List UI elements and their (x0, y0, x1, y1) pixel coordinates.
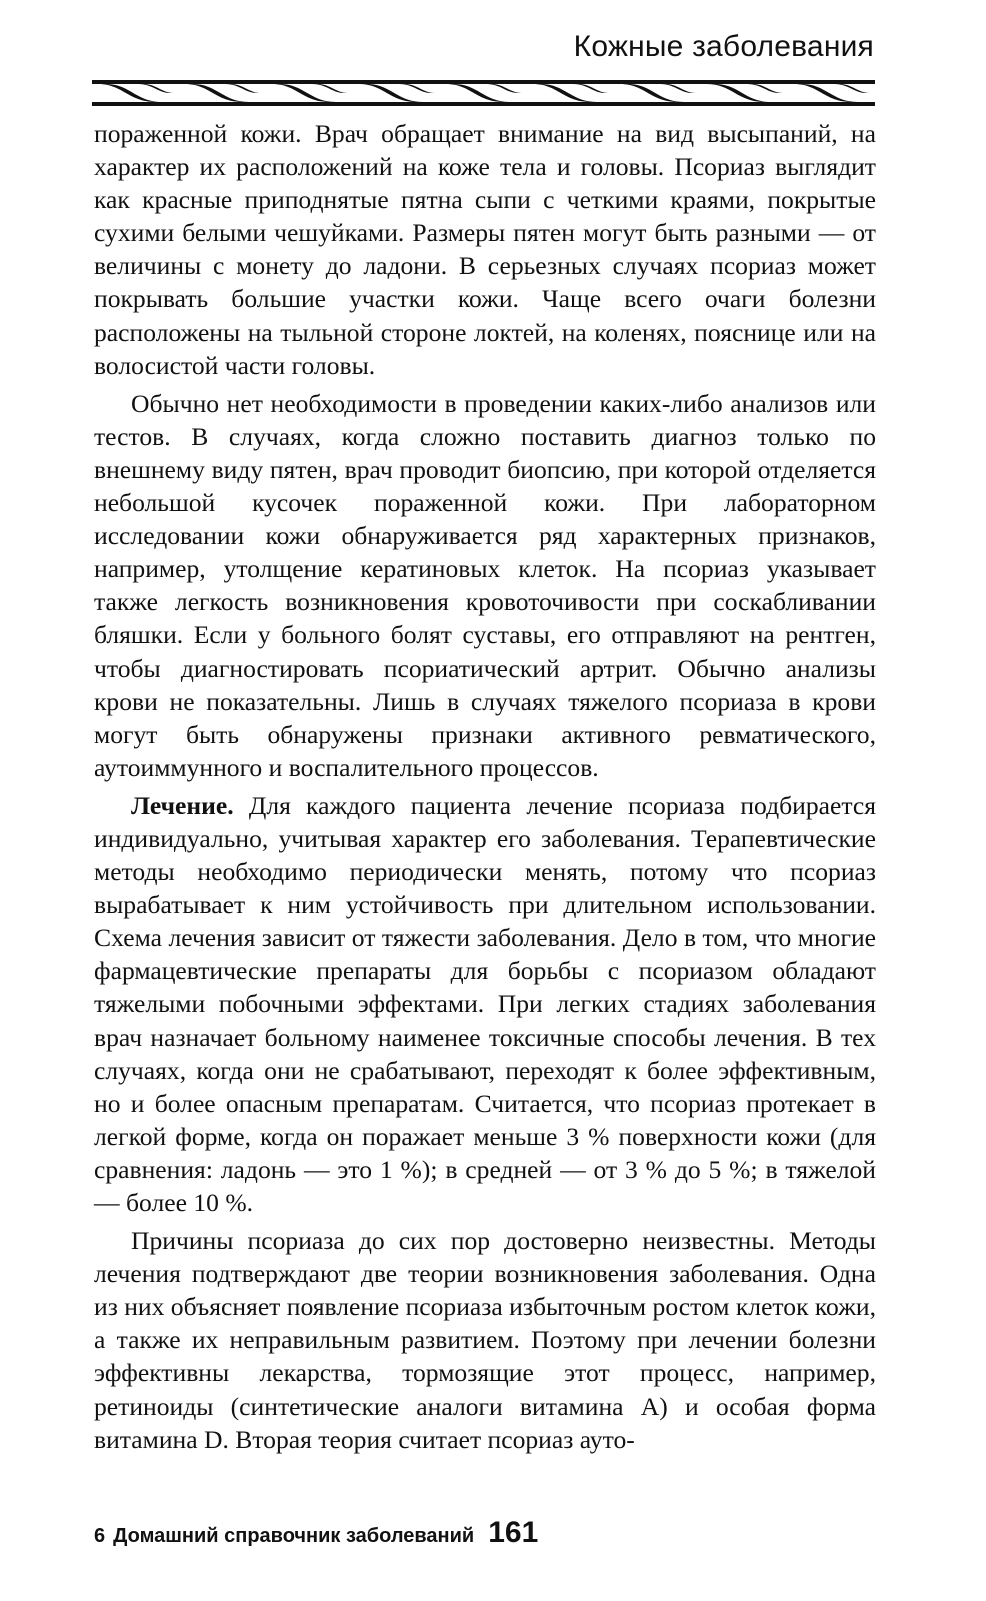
rope-twist (138, 84, 174, 93)
printer-signature: 6 (94, 1525, 106, 1547)
rope-twist (834, 84, 870, 93)
rope-twist (399, 84, 435, 93)
paragraph-causes: Причины псориаза до сих пор достоверно неизвестны. Методы лечения подтверждают две теории возникновения заболевания. Одна из них объясняет появление псориаза избыточным ростом клеток кожи, а также их неправильным развитием. Поэтому при лечении болезни эффективны лекарства, тормозящие этот процесс, например, ретиноиды (синтетические аналоги витамина А) и особая форма витамина D. Вторая теория считает псориаз ауто- (94, 1226, 876, 1454)
rope-twist (312, 84, 348, 93)
decorative-rope-divider (92, 78, 875, 108)
paragraph-treatment (94, 789, 876, 1219)
paragraph-skin-appearance: пораженной кожи. Врач обращает внимание на вид высыпаний, на характер их расположений на коже тела и головы. Псориаз выглядит как красные приподнятые пятна сыпи с четкими краями, покрытые сухими белыми чешуйками. Размеры пятен могут быть разными — от величины с монету до ладони. В серьезных случаях псориаз может покрывать большие участки кожи. Чаще всего очаги болезни расположены на тыльной стороне локтей, на коленях, пояснице или на волосистой части головы. (94, 119, 876, 380)
treatment-heading: Лечение. (131, 790, 234, 820)
treatment-text: Для каждого пациента лечение псориаза подбирается индивидуально, учитывая характер его заболевания. Терапевтические методы необходимо периодически менять, потому что псориаз вырабатывает к ним устойчивость при длительном использовании. Схема лечения зависит от тяжести заболевания. Дело в том, что многие фармацевтические препараты для борьбы с псориазом обладают тяжелыми побочными эффектами. При легких стадиях заболевания врач назначает больному наименее токсичные способы лечения. В тех случаях, когда они не срабатывают, переходят к более эффективным, но и более опасным препаратам. Считается, что псориаз протекает в легкой форме, когда он поражает меньше 3 % поверхности кожи (для сравнения: ладонь — это 1 %); в средней — от 3 % до 5 %; в тяжелой — более 10 %. (94, 790, 876, 1217)
rope-twist (660, 84, 696, 93)
page-body (94, 117, 876, 1456)
rope-twist (573, 84, 609, 93)
running-header-title: Кожные заболевания (573, 30, 874, 63)
rope-twist (225, 84, 261, 93)
page-footer (94, 1516, 538, 1550)
rope-twist (747, 84, 783, 93)
book-title: Домашний справочник заболеваний (113, 1525, 475, 1547)
page-number: 161 (488, 1516, 539, 1549)
rope-twist (486, 84, 522, 93)
paragraph-diagnosis: Обычно нет необходимости в проведении каких-либо анализов или тестов. В случаях, когда сложно поставить диагноз только по внешнему виду пятен, врач проводит биопсию, при которой отделяется небольшой кусочек пораженной кожи. При лабораторном исследовании кожи обнаруживается ряд характерных признаков, например, утолщение кератиновых клеток. На псориаз указывает также легкость возникновения кровоточивости при соскабливании бляшки. Если у больного болят суставы, его отправляют на рентген, чтобы диагностировать псориатический артрит. Обычно анализы крови не показательны. Лишь в случаях тяжелого псориаза в крови могут быть обнаружены признаки активного ревматического, аутоиммунного и воспалительного процессов. (94, 388, 876, 782)
